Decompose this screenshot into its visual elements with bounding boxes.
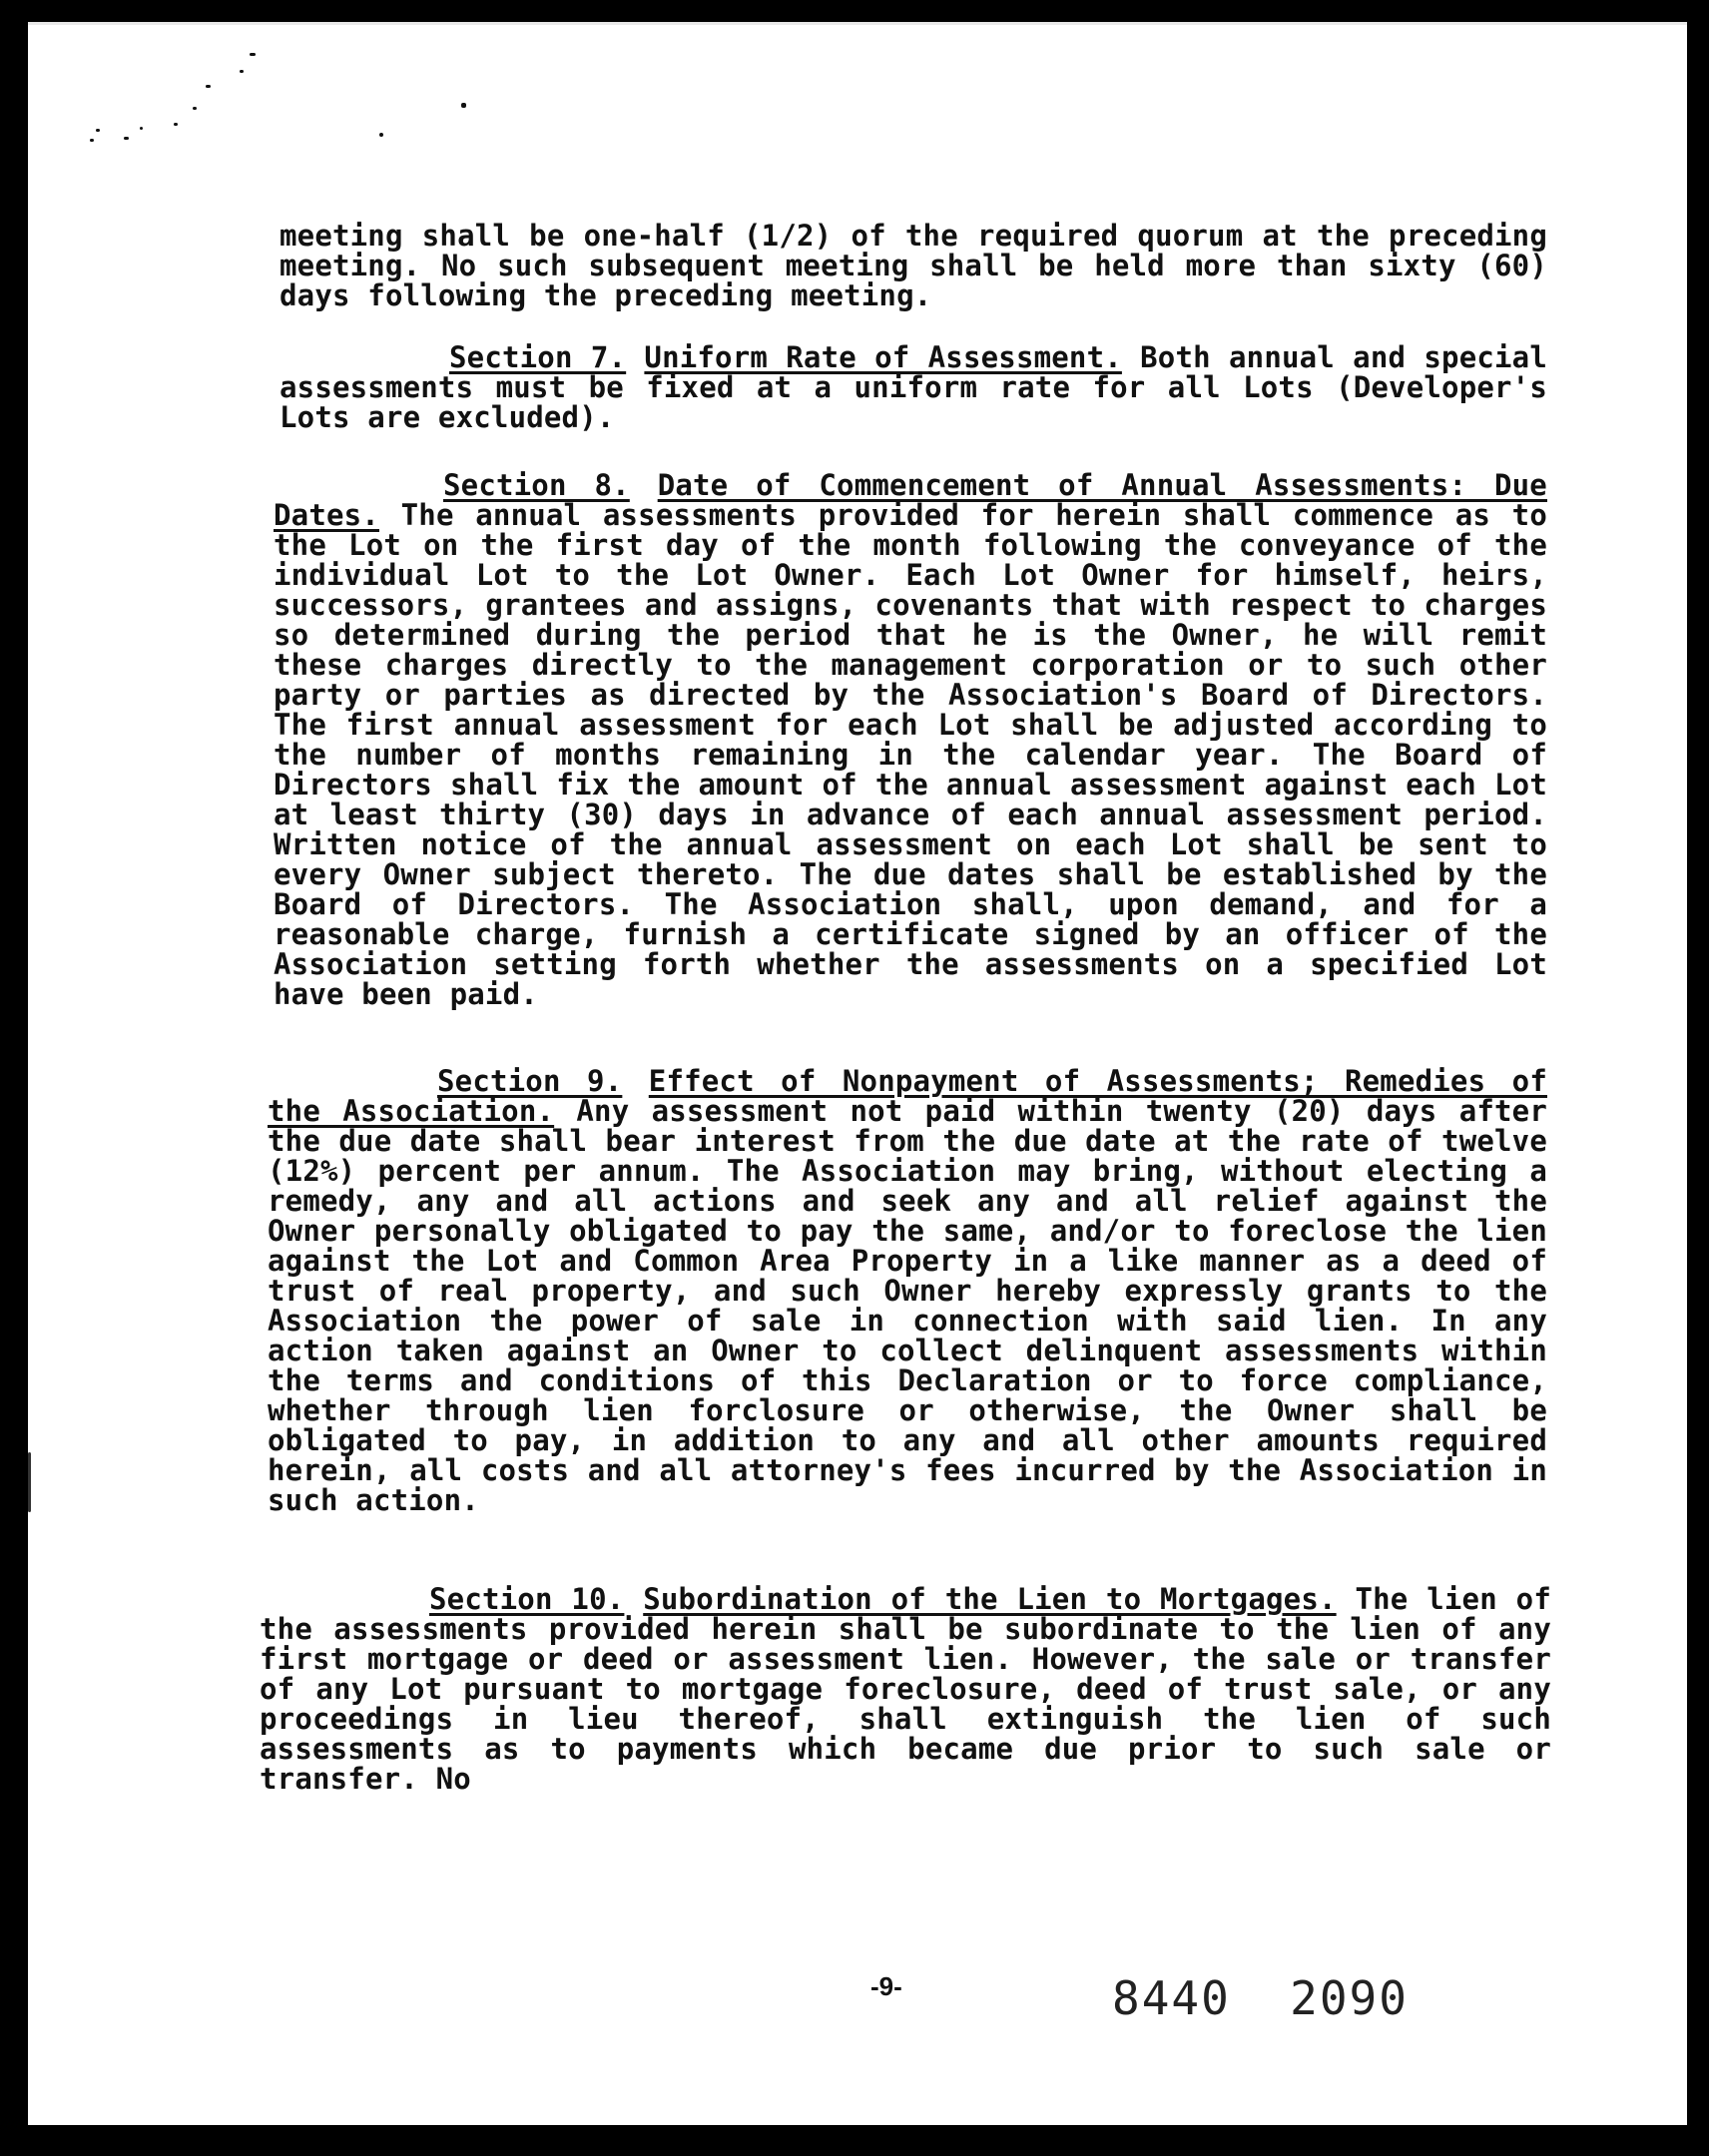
section-8-paragraph — [274, 470, 1547, 1009]
section-7-body: Both annual and special assessments must be fixed at a uniform rate for all Lots (Developer's Lots are excluded). — [280, 340, 1547, 434]
scan-speck — [174, 123, 178, 126]
section-9-number: Section 9. — [437, 1064, 623, 1098]
scan-speck — [28, 1452, 31, 1512]
section-10-title: Subordination of the Lien to Mortgages. — [643, 1582, 1337, 1616]
section-10-number: Section 10. — [429, 1582, 625, 1616]
scan-speck — [96, 129, 100, 132]
section-8-title: Date of Commencement of Annual Assessments: Due Dates. — [274, 468, 1547, 532]
section-8-body: The annual assessments provided for herein shall commence as to the Lot on the first day of the month following the conveyance of the individual Lot to the Lot Owner. Each Lot Owner for himself, heirs, successors, grantees and assigns, covenants that with respect to charges so determined during the period that he is the Owner, he will remit these charges directly to the management corporation or to such other party or parties as directed by the Association's Board of Directors. The first annual assessment for each Lot shall be adjusted according to the number of months remaining in the calendar year. The Board of Directors shall fix the amount of the annual assessment against each Lot at least thirty (30) days in advance of each annual assessment period. Written notice of the annual assessment on each Lot shall be sent to every Owner subject thereto. The due dates shall be established by the Board of Directors. The Association shall, upon demand, and for a reasonable charge, furnish a certificate signed by an officer of the Association setting forth whether the assessments on a specified Lot have been paid. — [274, 498, 1548, 1011]
section-9-body: Any assessment not paid within twenty (20) days after the due date shall bear interest from the due date at the rate of twelve (12%) percent per annum. The Association may bring, without electing a remedy, any and all actions and seek any and all relief against the Owner personally obligated to pay the same, and/or to foreclose the lien against the Lot and Common Area Property in a like manner as a deed of trust of real property, and such Owner hereby expressly grants to the Association the power of sale in connection with said lien. In any action taken against an Owner to collect delinquent assessments within the terms and conditions of this Declaration or to force compliance, whether through lien forclosure or otherwise, the Owner shall be obligated to pay, in addition to any and all other amounts required herein, all costs and all attorney's fees incurred by the Association in such action. — [268, 1094, 1547, 1517]
page-number: -9- — [870, 1971, 902, 2001]
section-8-number: Section 8. — [443, 468, 630, 502]
scan-speck — [250, 53, 256, 56]
scan-speck — [124, 137, 129, 140]
section-9-paragraph — [268, 1066, 1547, 1515]
scan-speck — [90, 139, 94, 142]
intro-paragraph — [280, 221, 1547, 310]
section-9-title: Effect of Nonpayment of Assessments; Remedies of the Association. — [268, 1064, 1547, 1128]
scan-speck — [461, 103, 466, 108]
intro-text: meeting shall be one-half (1/2) of the required quorum at the preceding meeting. No such subsequent meeting shall be held more than sixty (60) days following the preceding meeting. — [280, 219, 1547, 312]
scan-speck — [206, 85, 211, 88]
document-number: 8440 2090 — [1112, 1971, 1409, 2025]
document-page — [28, 22, 1687, 2125]
scan-speck — [193, 107, 197, 110]
scan-speck — [379, 133, 383, 137]
section-10-paragraph — [260, 1584, 1551, 1794]
scan-speck — [140, 127, 143, 130]
section-10-body: The lien of the assessments provided herein shall be subordinate to the lien of any first mortgage or deed or assessment lien. However, the sale or transfer of any Lot pursuant to mortgage foreclosure, deed of trust sale, or any proceedings in lieu thereof, shall extinguish the lien of such assessments as to payments which became due prior to such sale or transfer. No — [260, 1582, 1551, 1796]
scan-speck — [240, 70, 244, 73]
section-7-title: Uniform Rate of Assessment. — [644, 340, 1122, 374]
section-7-paragraph — [280, 342, 1547, 432]
section-7-number: Section 7. — [449, 340, 627, 374]
